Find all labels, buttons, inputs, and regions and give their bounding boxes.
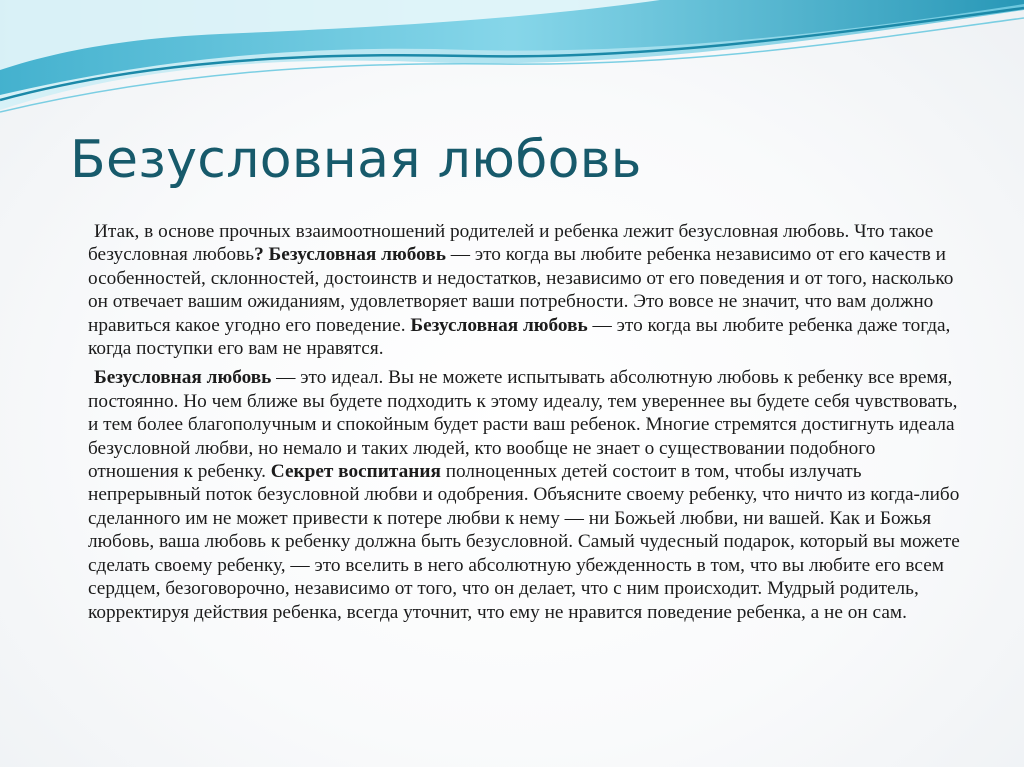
paragraph-1 (88, 220, 968, 360)
text-run: полноценных детей состоит в том, чтобы излучать непрерывный поток безусловной любви и одобрения. Объясните своему ребенку, что ничто из когда-либо сделанного им не может привести к потере любви к нему — ни Божьей любви, ни вашей. Как и Божья любовь, ваша любовь к ребенку должна быть безусловной. Самый чудесный подарок, который вы можете сделать своему ребенку, — это вселить в него абсолютную убежденность в том, что вы любите его всем сердцем, безоговорочно, независимо от того, что он делает, что с ним происходит. Мудрый родитель, корректируя действия ребенка, всегда уточнит, что ему не нравится поведение ребенка, а не он сам. (88, 461, 960, 623)
text-run: — это когда вы любите ребенка независимо от его качеств и особенностей, склонностей, достоинств и недостатков, независимо от его поведения и от того, насколько он отвечает вашим ожиданиям, удовлетворяет ваши потребности. Это вовсе не значит, что вам должно нравиться какое угодно его поведение. (88, 244, 954, 336)
bold-run: Секрет воспитания (270, 461, 441, 483)
slide-body (88, 220, 968, 630)
bold-run: ? Безусловная любовь (254, 244, 446, 266)
text-run: — это идеал. Вы не можете испытывать абсолютную любовь к ребенку все время, постоянно. Но чем ближе вы будете подходить к этому идеалу, тем увереннее вы будете себя чувствовать, и тем более благополучным и спокойным будет расти ваш ребенок. Многие стремятся достигнуть идеала безусловной любви, но немало и таких людей, кто вообще не знает о существовании подобного отношения к ребенку. (88, 367, 958, 483)
text-run: — это когда вы любите ребенка даже тогда, когда поступки его вам не нравятся. (88, 314, 951, 360)
decorative-wave (0, 0, 1024, 120)
slide-title: Безусловная любовь (70, 130, 642, 190)
paragraph-2 (88, 366, 968, 623)
text-run: Итак, в основе прочных взаимоотношений родителей и ребенка лежит безусловная любовь. Что такое безусловная любовь (88, 221, 934, 266)
bold-run: Безусловная любовь (410, 314, 588, 336)
bold-run: Безусловная любовь (94, 367, 272, 389)
